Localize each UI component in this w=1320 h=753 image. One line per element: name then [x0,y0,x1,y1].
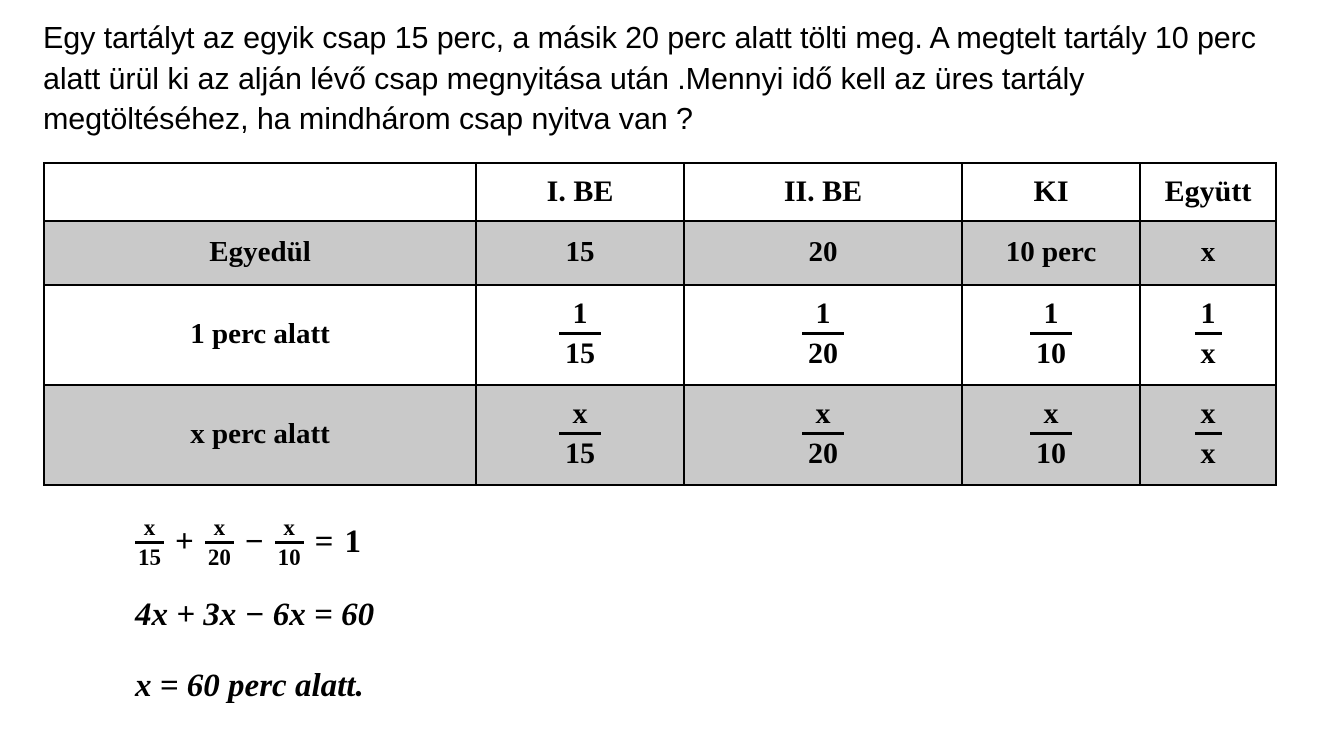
fraction [559,298,601,370]
operator-equals: = [314,524,334,561]
equation-result-1: 1 [344,524,361,561]
fraction-x-over-10 [275,516,304,569]
fraction-bar [559,432,601,435]
fraction-bar [205,541,234,544]
fraction-numerator: x [283,515,295,541]
fraction [1195,398,1222,470]
fraction-bar [1030,332,1072,335]
fraction-bar [1195,332,1222,335]
fraction-x-over-15 [135,516,164,569]
fraction-denominator: 15 [565,337,595,371]
table-header-be2: II. BE [684,163,962,221]
fraction-numerator: x [815,397,831,431]
cell-egyedul-be2: 20 [684,221,962,285]
equation-block [135,506,1290,722]
cell-xperc-be1 [476,385,684,485]
fraction-bar [802,332,844,335]
table-header-ki: KI [962,163,1140,221]
equation-line-1 [135,506,1290,580]
equation-line-3 [135,652,1290,722]
fraction-denominator: 15 [565,437,595,471]
fraction-bar [275,541,304,544]
fraction [1030,398,1072,470]
fraction-bar [135,541,164,544]
cell-1perc-be1 [476,285,684,385]
fraction-denominator: 20 [808,337,838,371]
fraction [802,298,844,370]
equation-line-3-text: x = 60 perc alatt. [135,668,364,705]
cell-1perc-be2 [684,285,962,385]
table-row [44,221,1276,285]
fraction [1030,298,1072,370]
equation-line-2-text: 4x + 3x − 6x = 60 [135,597,375,634]
solution-table [43,162,1277,486]
fraction-numerator: x [213,515,226,541]
cell-1perc-ki [962,285,1140,385]
operator-plus: + [175,524,194,561]
operator-minus: − [244,524,264,561]
cell-egyedul-ki: 10 perc [962,221,1140,285]
fraction-denominator: x [1200,337,1216,371]
fraction-bar [1030,432,1072,435]
row-label-egyedul: Egyedül [44,221,476,285]
cell-egyedul-egyutt: x [1140,221,1276,285]
table-header-empty [44,163,476,221]
table-row [44,285,1276,385]
fraction-x-over-20 [205,516,234,569]
fraction [1195,298,1222,370]
fraction-numerator: x [1200,397,1216,431]
table-header-egyutt: Együtt [1140,163,1276,221]
fraction-numerator: 1 [572,297,588,331]
problem-statement: Egy tartályt az egyik csap 15 perc, a másik 20 perc alatt tölti meg. A megtelt tartály 10 perc alatt ürül ki az alján lévő csap megnyitása után .Mennyi idő kell az üres tartály megtöltéséhez, ha mindhárom csap nyitva van ? [43,21,1256,137]
cell-egyedul-be1: 15 [476,221,684,285]
cell-xperc-egyutt [1140,385,1276,485]
fraction-denominator: 10 [277,545,301,571]
cell-xperc-be2 [684,385,962,485]
fraction-numerator: x [1043,397,1059,431]
fraction-denominator: 10 [1036,337,1066,371]
fraction-numerator: 1 [1043,297,1059,331]
fraction-numerator: x [143,515,156,541]
fraction-bar [559,332,601,335]
fraction-bar [1195,432,1222,435]
equation-line-2 [135,580,1290,652]
fraction-denominator: x [1200,437,1216,471]
solution-table-wrapper [43,162,1275,486]
row-label-x-perc-alatt: x perc alatt [44,385,476,485]
cell-xperc-ki [962,385,1140,485]
fraction-denominator: 20 [207,545,231,571]
fraction-denominator: 15 [138,545,161,571]
fraction-numerator: 1 [1200,297,1216,331]
table-header-row [44,163,1276,221]
fraction-numerator: x [572,397,588,431]
fraction-denominator: 10 [1036,437,1066,471]
table-header-be1: I. BE [476,163,684,221]
cell-1perc-egyutt [1140,285,1276,385]
fraction [559,398,601,470]
row-label-1-perc-alatt: 1 perc alatt [44,285,476,385]
fraction-numerator: 1 [815,297,831,331]
fraction-bar [802,432,844,435]
table-row [44,385,1276,485]
fraction-denominator: 20 [808,437,838,471]
fraction [802,398,844,470]
